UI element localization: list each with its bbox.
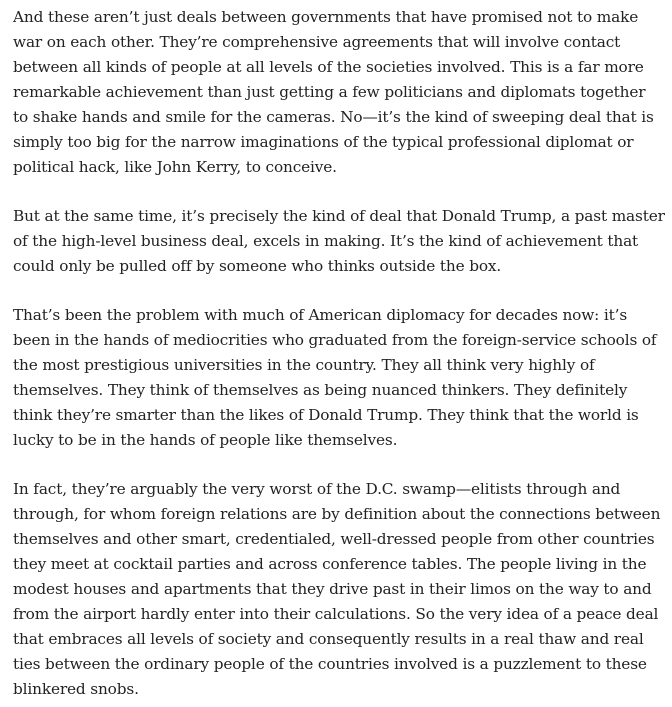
article-paragraph: And these aren’t just deals between governments that have promised not to make war on each other. They’re comprehensive agreements that will involve contact between all kinds of people at all levels of the societies involved. This is a far more remarkable achievement than just getting a few politicians and diplomats together to shake hands and smile for the cameras. No—it’s the kind of sweeping deal that is simply too big for the narrow imaginations of the typical professional diplomat or political hack, like John Kerry, to conceive. <box>13 8 654 176</box>
article-paragraph: But at the same time, it’s precisely the kind of deal that Donald Trump, a past master of the high-level business deal, excels in making. It’s the kind of achievement that could only be pulled off by someone who thinks outside the box. <box>13 207 665 275</box>
article-body <box>13 5 665 702</box>
article-paragraph: That’s been the problem with much of American diplomacy for decades now: it’s been in the hands of mediocrities who graduated from the foreign-service schools of the most prestigious universities in the country. They all think very highly of themselves. They think of themselves as being nuanced thinkers. They definitely think they’re smarter than the likes of Donald Trump. They think that the world is lucky to be in the hands of people like themselves. <box>13 306 657 449</box>
article-paragraph: In fact, they’re arguably the very worst of the D.C. swamp—elitists through and through, for whom foreign relations are by definition about the connections between themselves and other smart, credentialed, well-dressed people from other countries they meet at cocktail parties and across conference tables. The people living in the modest houses and apartments that they drive past in their limos on the way to and from the airport hardly enter into their calculations. So the very idea of a peace deal that embraces all levels of society and consequently results in a real thaw and real ties between the ordinary people of the countries involved is a puzzlement to these blinkered snobs. <box>13 480 661 698</box>
